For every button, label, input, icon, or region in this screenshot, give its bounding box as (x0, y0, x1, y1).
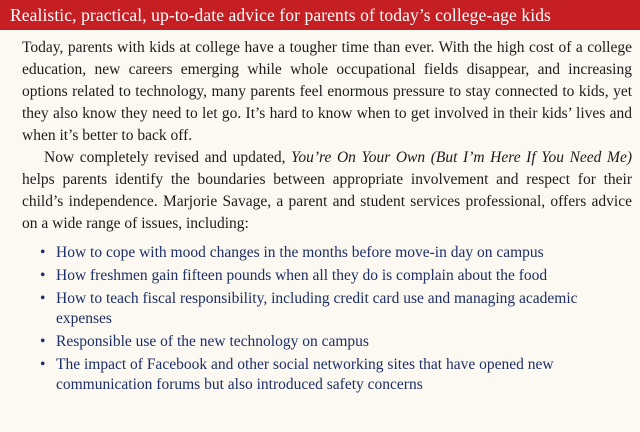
list-item (40, 266, 632, 286)
summary-paragraph (22, 147, 632, 235)
list-item (40, 332, 632, 352)
issues-list (22, 243, 632, 395)
list-item-text: How freshmen gain fifteen pounds when all they do is complain about the food (56, 267, 548, 284)
bullet-icon: • (40, 244, 46, 261)
intro-paragraph: Today, parents with kids at college have a tougher time than ever. With the high cost of a college education, new careers emerging while whole occupational fields disappear, and increasing options related to technology, many parents feel enormous pressure to stay connected to kids, yet they also know they need to let go. It’s hard to know when to get involved in their kids’ lives and when it’s better to back off. (22, 39, 632, 144)
list-item-text: How to cope with mood changes in the months before move-in day on campus (56, 244, 544, 261)
list-item (40, 355, 632, 395)
description-body (22, 37, 632, 398)
tagline-banner: Realistic, practical, up-to-date advice for parents of today’s college-age kids (0, 0, 640, 30)
list-item (40, 289, 632, 329)
list-item-text: How to teach fiscal responsibility, including credit card use and managing academic expenses (56, 290, 578, 327)
book-title: You’re On Your Own (But I’m Here If You Need Me) (291, 149, 632, 166)
list-item-text: Responsible use of the new technology on campus (56, 333, 369, 350)
list-item-text: The impact of Facebook and other social networking sites that have opened new communication forums but also introduced safety concerns (56, 356, 554, 393)
summary-rest: helps parents identify the boundaries between appropriate involvement and respect for their child’s independence. Marjorie Savage, a parent and student services professional, offers advice on a wide range of issues, including: (22, 171, 632, 232)
summary-lead: Now completely revised and updated, (44, 149, 292, 166)
bullet-icon: • (40, 267, 46, 284)
bullet-icon: • (40, 333, 46, 350)
bullet-icon: • (40, 290, 46, 307)
bullet-icon: • (40, 356, 46, 373)
list-item (40, 243, 632, 263)
